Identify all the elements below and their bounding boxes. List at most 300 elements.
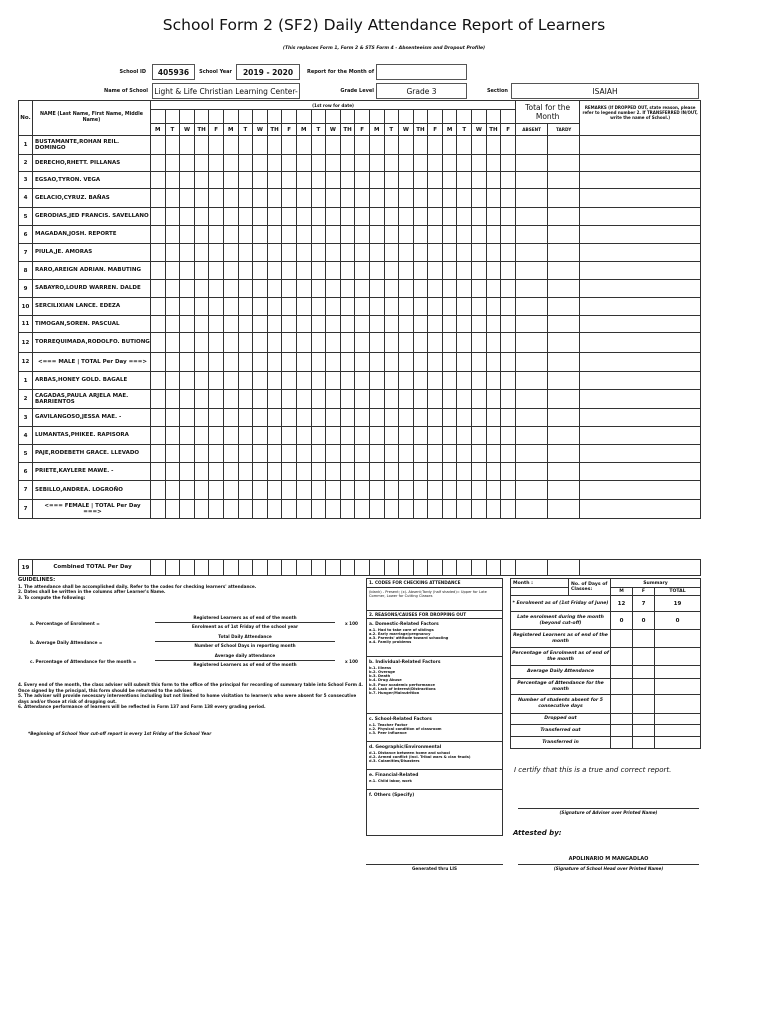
attendance-cell[interactable] (180, 333, 195, 353)
attendance-cell[interactable] (296, 463, 311, 481)
attendance-cell[interactable] (151, 226, 166, 244)
attendance-cell[interactable] (209, 244, 224, 262)
attendance-cell[interactable] (311, 226, 326, 244)
attendance-cell[interactable] (442, 445, 457, 463)
attendance-cell[interactable] (296, 316, 311, 333)
attendance-cell[interactable] (580, 244, 701, 262)
attendance-cell[interactable] (340, 409, 355, 427)
attendance-cell[interactable] (296, 560, 311, 576)
attendance-cell[interactable] (472, 280, 487, 298)
attendance-cell[interactable] (501, 316, 516, 333)
attendance-cell[interactable] (580, 500, 701, 519)
attendance-cell[interactable] (296, 136, 311, 155)
attendance-cell[interactable] (151, 409, 166, 427)
attendance-cell[interactable] (165, 445, 180, 463)
attendance-cell[interactable] (238, 427, 253, 445)
attendance-cell[interactable] (428, 136, 443, 155)
attendance-cell[interactable] (282, 353, 297, 372)
attendance-cell[interactable] (501, 244, 516, 262)
attendance-cell[interactable] (580, 189, 701, 208)
attendance-cell[interactable] (180, 155, 195, 172)
attendance-cell[interactable] (180, 427, 195, 445)
attendance-cell[interactable] (326, 333, 341, 353)
attendance-cell[interactable] (384, 280, 399, 298)
attendance-cell[interactable] (165, 316, 180, 333)
attendance-cell[interactable] (384, 427, 399, 445)
attendance-cell[interactable] (369, 172, 384, 189)
attendance-cell[interactable] (548, 481, 580, 500)
attendance-cell[interactable] (340, 390, 355, 409)
attendance-cell[interactable] (442, 244, 457, 262)
attendance-cell[interactable] (209, 353, 224, 372)
attendance-cell[interactable] (253, 172, 268, 189)
attendance-cell[interactable] (326, 208, 341, 226)
attendance-cell[interactable] (209, 372, 224, 390)
attendance-cell[interactable] (399, 298, 414, 316)
attendance-cell[interactable] (223, 155, 238, 172)
attendance-cell[interactable] (442, 560, 457, 576)
attendance-cell[interactable] (282, 280, 297, 298)
attendance-cell[interactable] (442, 481, 457, 500)
attendance-cell[interactable] (340, 262, 355, 280)
attendance-cell[interactable] (253, 353, 268, 372)
date-cell[interactable] (209, 110, 224, 124)
attendance-cell[interactable] (369, 372, 384, 390)
attendance-cell[interactable] (548, 445, 580, 463)
attendance-cell[interactable] (340, 244, 355, 262)
attendance-cell[interactable] (296, 262, 311, 280)
attendance-cell[interactable] (486, 409, 501, 427)
attendance-cell[interactable] (282, 244, 297, 262)
attendance-cell[interactable] (384, 463, 399, 481)
attendance-cell[interactable] (282, 172, 297, 189)
attendance-cell[interactable] (472, 262, 487, 280)
attendance-cell[interactable] (223, 208, 238, 226)
attendance-cell[interactable] (580, 280, 701, 298)
attendance-cell[interactable] (486, 445, 501, 463)
attendance-cell[interactable] (311, 409, 326, 427)
attendance-cell[interactable] (282, 226, 297, 244)
attendance-cell[interactable] (267, 244, 282, 262)
attendance-cell[interactable] (472, 500, 487, 519)
attendance-cell[interactable] (238, 298, 253, 316)
attendance-cell[interactable] (180, 409, 195, 427)
attendance-cell[interactable] (472, 390, 487, 409)
attendance-cell[interactable] (548, 226, 580, 244)
attendance-cell[interactable] (548, 500, 580, 519)
attendance-cell[interactable] (516, 262, 548, 280)
attendance-cell[interactable] (296, 226, 311, 244)
attendance-cell[interactable] (413, 172, 428, 189)
date-cell[interactable] (384, 110, 399, 124)
attendance-cell[interactable] (516, 445, 548, 463)
attendance-cell[interactable] (311, 333, 326, 353)
attendance-cell[interactable] (165, 481, 180, 500)
attendance-cell[interactable] (223, 409, 238, 427)
attendance-cell[interactable] (209, 409, 224, 427)
attendance-cell[interactable] (282, 372, 297, 390)
attendance-cell[interactable] (369, 481, 384, 500)
attendance-cell[interactable] (194, 333, 209, 353)
attendance-cell[interactable] (548, 427, 580, 445)
attendance-cell[interactable] (282, 136, 297, 155)
attendance-cell[interactable] (399, 409, 414, 427)
attendance-cell[interactable] (267, 208, 282, 226)
attendance-cell[interactable] (501, 409, 516, 427)
attendance-cell[interactable] (326, 427, 341, 445)
attendance-cell[interactable] (223, 280, 238, 298)
attendance-cell[interactable] (516, 298, 548, 316)
attendance-cell[interactable] (369, 500, 384, 519)
attendance-cell[interactable] (180, 481, 195, 500)
attendance-cell[interactable] (501, 298, 516, 316)
attendance-cell[interactable] (472, 445, 487, 463)
attendance-cell[interactable] (442, 226, 457, 244)
attendance-cell[interactable] (282, 409, 297, 427)
attendance-cell[interactable] (548, 390, 580, 409)
attendance-cell[interactable] (180, 280, 195, 298)
attendance-cell[interactable] (548, 353, 580, 372)
attendance-cell[interactable] (253, 316, 268, 333)
attendance-cell[interactable] (326, 244, 341, 262)
date-cell[interactable] (340, 110, 355, 124)
attendance-cell[interactable] (311, 316, 326, 333)
attendance-cell[interactable] (580, 409, 701, 427)
attendance-cell[interactable] (413, 463, 428, 481)
date-cell[interactable] (442, 110, 457, 124)
attendance-cell[interactable] (442, 427, 457, 445)
attendance-cell[interactable] (355, 316, 370, 333)
attendance-cell[interactable] (548, 372, 580, 390)
attendance-cell[interactable] (369, 189, 384, 208)
attendance-cell[interactable] (442, 136, 457, 155)
attendance-cell[interactable] (355, 409, 370, 427)
attendance-cell[interactable] (457, 481, 472, 500)
attendance-cell[interactable] (355, 298, 370, 316)
attendance-cell[interactable] (194, 316, 209, 333)
attendance-cell[interactable] (253, 298, 268, 316)
attendance-cell[interactable] (369, 298, 384, 316)
attendance-cell[interactable] (151, 500, 166, 519)
attendance-cell[interactable] (267, 262, 282, 280)
attendance-cell[interactable] (326, 409, 341, 427)
attendance-cell[interactable] (428, 316, 443, 333)
attendance-cell[interactable] (428, 500, 443, 519)
attendance-cell[interactable] (165, 136, 180, 155)
attendance-cell[interactable] (165, 280, 180, 298)
date-cell[interactable] (296, 110, 311, 124)
attendance-cell[interactable] (267, 298, 282, 316)
attendance-cell[interactable] (399, 316, 414, 333)
attendance-cell[interactable] (486, 463, 501, 481)
attendance-cell[interactable] (580, 155, 701, 172)
attendance-cell[interactable] (326, 500, 341, 519)
attendance-cell[interactable] (340, 500, 355, 519)
attendance-cell[interactable] (472, 409, 487, 427)
attendance-cell[interactable] (194, 427, 209, 445)
attendance-cell[interactable] (311, 353, 326, 372)
attendance-cell[interactable] (180, 353, 195, 372)
attendance-cell[interactable] (165, 155, 180, 172)
date-cell[interactable] (501, 110, 516, 124)
attendance-cell[interactable] (355, 280, 370, 298)
attendance-cell[interactable] (355, 208, 370, 226)
attendance-cell[interactable] (399, 172, 414, 189)
attendance-cell[interactable] (472, 333, 487, 353)
attendance-cell[interactable] (282, 560, 297, 576)
attendance-cell[interactable] (501, 445, 516, 463)
attendance-cell[interactable] (369, 226, 384, 244)
attendance-cell[interactable] (428, 155, 443, 172)
attendance-cell[interactable] (355, 189, 370, 208)
attendance-cell[interactable] (296, 298, 311, 316)
attendance-cell[interactable] (253, 481, 268, 500)
attendance-cell[interactable] (516, 226, 548, 244)
date-cell[interactable] (238, 110, 253, 124)
attendance-cell[interactable] (209, 226, 224, 244)
attendance-cell[interactable] (209, 390, 224, 409)
attendance-cell[interactable] (151, 155, 166, 172)
attendance-cell[interactable] (457, 244, 472, 262)
attendance-cell[interactable] (501, 463, 516, 481)
attendance-cell[interactable] (501, 136, 516, 155)
attendance-cell[interactable] (151, 463, 166, 481)
attendance-cell[interactable] (486, 298, 501, 316)
attendance-cell[interactable] (413, 262, 428, 280)
attendance-cell[interactable] (413, 445, 428, 463)
attendance-cell[interactable] (311, 560, 326, 576)
attendance-cell[interactable] (151, 262, 166, 280)
attendance-cell[interactable] (457, 390, 472, 409)
attendance-cell[interactable] (369, 244, 384, 262)
attendance-cell[interactable] (428, 280, 443, 298)
date-cell[interactable] (194, 110, 209, 124)
attendance-cell[interactable] (282, 445, 297, 463)
attendance-cell[interactable] (238, 208, 253, 226)
date-cell[interactable] (472, 110, 487, 124)
attendance-cell[interactable] (369, 262, 384, 280)
attendance-cell[interactable] (580, 298, 701, 316)
attendance-cell[interactable] (580, 136, 701, 155)
attendance-cell[interactable] (223, 500, 238, 519)
attendance-cell[interactable] (238, 353, 253, 372)
attendance-cell[interactable] (151, 172, 166, 189)
attendance-cell[interactable] (428, 189, 443, 208)
attendance-cell[interactable] (209, 500, 224, 519)
attendance-cell[interactable] (326, 226, 341, 244)
attendance-cell[interactable] (457, 463, 472, 481)
date-cell[interactable] (486, 110, 501, 124)
attendance-cell[interactable] (165, 427, 180, 445)
attendance-cell[interactable] (180, 208, 195, 226)
attendance-cell[interactable] (548, 189, 580, 208)
attendance-cell[interactable] (194, 226, 209, 244)
attendance-cell[interactable] (413, 427, 428, 445)
attendance-cell[interactable] (223, 560, 238, 576)
attendance-cell[interactable] (151, 280, 166, 298)
attendance-cell[interactable] (580, 262, 701, 280)
attendance-cell[interactable] (472, 560, 487, 576)
attendance-cell[interactable] (340, 136, 355, 155)
attendance-cell[interactable] (457, 262, 472, 280)
attendance-cell[interactable] (428, 353, 443, 372)
attendance-cell[interactable] (516, 427, 548, 445)
attendance-cell[interactable] (253, 372, 268, 390)
attendance-cell[interactable] (428, 427, 443, 445)
attendance-cell[interactable] (355, 445, 370, 463)
attendance-cell[interactable] (516, 560, 548, 576)
attendance-cell[interactable] (369, 333, 384, 353)
attendance-cell[interactable] (209, 463, 224, 481)
attendance-cell[interactable] (209, 189, 224, 208)
attendance-cell[interactable] (194, 463, 209, 481)
attendance-cell[interactable] (223, 262, 238, 280)
attendance-cell[interactable] (399, 372, 414, 390)
attendance-cell[interactable] (340, 155, 355, 172)
attendance-cell[interactable] (311, 280, 326, 298)
attendance-cell[interactable] (501, 155, 516, 172)
attendance-cell[interactable] (165, 189, 180, 208)
attendance-cell[interactable] (457, 372, 472, 390)
attendance-cell[interactable] (384, 409, 399, 427)
attendance-cell[interactable] (180, 560, 195, 576)
attendance-cell[interactable] (548, 280, 580, 298)
month-field[interactable] (511, 588, 569, 596)
attendance-cell[interactable] (472, 463, 487, 481)
attendance-cell[interactable] (472, 353, 487, 372)
attendance-cell[interactable] (238, 172, 253, 189)
attendance-cell[interactable] (296, 353, 311, 372)
attendance-cell[interactable] (253, 445, 268, 463)
attendance-cell[interactable] (384, 244, 399, 262)
attendance-cell[interactable] (369, 427, 384, 445)
attendance-cell[interactable] (296, 172, 311, 189)
attendance-cell[interactable] (384, 353, 399, 372)
attendance-cell[interactable] (457, 208, 472, 226)
attendance-cell[interactable] (428, 244, 443, 262)
attendance-cell[interactable] (355, 500, 370, 519)
attendance-cell[interactable] (486, 226, 501, 244)
attendance-cell[interactable] (369, 560, 384, 576)
attendance-cell[interactable] (486, 372, 501, 390)
attendance-cell[interactable] (238, 226, 253, 244)
attendance-cell[interactable] (548, 316, 580, 333)
attendance-cell[interactable] (151, 136, 166, 155)
attendance-cell[interactable] (428, 390, 443, 409)
attendance-cell[interactable] (369, 409, 384, 427)
attendance-cell[interactable] (296, 427, 311, 445)
attendance-cell[interactable] (428, 298, 443, 316)
attendance-cell[interactable] (428, 445, 443, 463)
attendance-cell[interactable] (296, 409, 311, 427)
attendance-cell[interactable] (384, 316, 399, 333)
attendance-cell[interactable] (238, 445, 253, 463)
attendance-cell[interactable] (516, 244, 548, 262)
attendance-cell[interactable] (296, 280, 311, 298)
attendance-cell[interactable] (548, 560, 580, 576)
attendance-cell[interactable] (194, 560, 209, 576)
attendance-cell[interactable] (428, 333, 443, 353)
attendance-cell[interactable] (151, 390, 166, 409)
date-cell[interactable] (223, 110, 238, 124)
attendance-cell[interactable] (486, 333, 501, 353)
attendance-cell[interactable] (355, 353, 370, 372)
attendance-cell[interactable] (165, 262, 180, 280)
attendance-cell[interactable] (413, 372, 428, 390)
attendance-cell[interactable] (223, 372, 238, 390)
attendance-cell[interactable] (548, 136, 580, 155)
attendance-cell[interactable] (223, 427, 238, 445)
attendance-cell[interactable] (296, 481, 311, 500)
attendance-cell[interactable] (253, 409, 268, 427)
attendance-cell[interactable] (516, 189, 548, 208)
attendance-cell[interactable] (223, 298, 238, 316)
attendance-cell[interactable] (457, 560, 472, 576)
attendance-cell[interactable] (428, 481, 443, 500)
attendance-cell[interactable] (180, 172, 195, 189)
attendance-cell[interactable] (194, 481, 209, 500)
attendance-cell[interactable] (296, 500, 311, 519)
attendance-cell[interactable] (369, 155, 384, 172)
attendance-cell[interactable] (267, 445, 282, 463)
attendance-cell[interactable] (311, 136, 326, 155)
attendance-cell[interactable] (253, 136, 268, 155)
attendance-cell[interactable] (180, 463, 195, 481)
attendance-cell[interactable] (486, 155, 501, 172)
attendance-cell[interactable] (486, 136, 501, 155)
attendance-cell[interactable] (384, 136, 399, 155)
attendance-cell[interactable] (267, 189, 282, 208)
attendance-cell[interactable] (165, 353, 180, 372)
attendance-cell[interactable] (501, 390, 516, 409)
attendance-cell[interactable] (472, 298, 487, 316)
attendance-cell[interactable] (253, 189, 268, 208)
attendance-cell[interactable] (151, 353, 166, 372)
attendance-cell[interactable] (326, 372, 341, 390)
attendance-cell[interactable] (223, 463, 238, 481)
attendance-cell[interactable] (180, 226, 195, 244)
attendance-cell[interactable] (516, 208, 548, 226)
attendance-cell[interactable] (267, 226, 282, 244)
attendance-cell[interactable] (399, 481, 414, 500)
attendance-cell[interactable] (311, 372, 326, 390)
attendance-cell[interactable] (580, 372, 701, 390)
attendance-cell[interactable] (151, 372, 166, 390)
attendance-cell[interactable] (384, 333, 399, 353)
attendance-cell[interactable] (457, 500, 472, 519)
attendance-cell[interactable] (516, 136, 548, 155)
attendance-cell[interactable] (442, 208, 457, 226)
attendance-cell[interactable] (311, 500, 326, 519)
attendance-cell[interactable] (194, 409, 209, 427)
attendance-cell[interactable] (516, 481, 548, 500)
date-cell[interactable] (267, 110, 282, 124)
attendance-cell[interactable] (194, 390, 209, 409)
attendance-cell[interactable] (194, 208, 209, 226)
attendance-cell[interactable] (253, 390, 268, 409)
attendance-cell[interactable] (486, 353, 501, 372)
attendance-cell[interactable] (340, 226, 355, 244)
attendance-cell[interactable] (428, 208, 443, 226)
attendance-cell[interactable] (282, 298, 297, 316)
attendance-cell[interactable] (516, 316, 548, 333)
attendance-cell[interactable] (501, 262, 516, 280)
attendance-cell[interactable] (413, 280, 428, 298)
attendance-cell[interactable] (501, 226, 516, 244)
attendance-cell[interactable] (399, 262, 414, 280)
attendance-cell[interactable] (457, 353, 472, 372)
attendance-cell[interactable] (457, 298, 472, 316)
